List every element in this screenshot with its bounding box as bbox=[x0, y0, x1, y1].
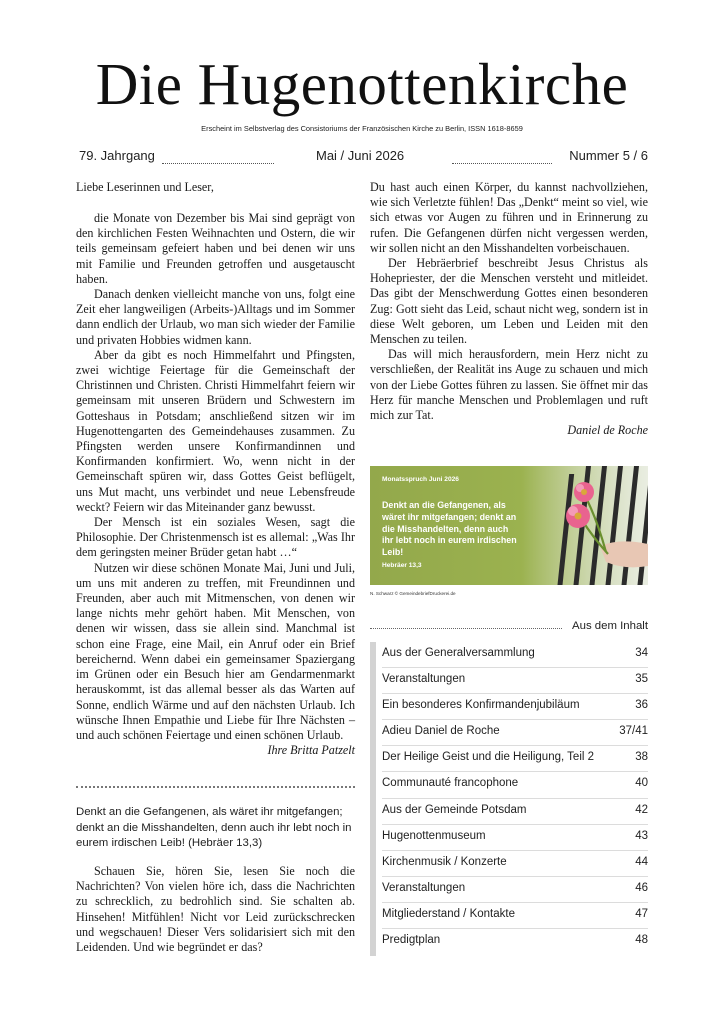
page-title: Die Hugenottenkirche bbox=[95, 51, 629, 117]
toc-item[interactable] bbox=[382, 642, 648, 668]
toc-item-page: 47 bbox=[635, 907, 648, 920]
dotted-divider bbox=[370, 619, 562, 629]
toc-heading: Aus dem Inhalt bbox=[572, 620, 648, 632]
editorial-paragraph: Aber da gibt es noch Himmelfahrt und Pfingsten, zwei wichtige Feiertage für die Gemeinschaft der Christinnen und Christen. Christi Himmelfahrt feiern wir gemeinsam mit unseren Brüdern und Schwestern im Gotteshaus in Potsdam; anschließend sitzen wir im Hugenottengarten des Gemeindehauses zusammen. Zu Pfingsten werden unsere Konfirmandinnen und Konfirmanden konfirmiert. Wo, wenn nicht in der Gemeinschaft spüren wir, dass Gottes Geist beflügelt, uns Mut macht, uns verbindet und neue Lebensfreude weckt? Feiern wir das Miteinander ganz bewusst. bbox=[76, 347, 355, 514]
meditation-paragraph: Der Hebräerbrief beschreibt Jesus Christus als Hohepriester, der die Menschen versteht und mitleidet. Das gibt der Menschwerdung Gottes einen besonderen Zug: Gott sieht das Leid, schaut nicht weg, sondern ist in diese Welt geboren, um Leben und Leiden mit den Menschen zu teilen. bbox=[370, 256, 648, 347]
toc-item[interactable] bbox=[382, 929, 648, 955]
toc-item-page: 44 bbox=[635, 855, 648, 868]
monthly-verse-text: Denkt an die Gefangenen, als wäret ihr mitgefangen; denkt an die Misshandelten, denn auch ihr lebt noch in eurem irdischen Leib! bbox=[382, 500, 517, 558]
meditation-column-right bbox=[370, 180, 648, 438]
toc-item[interactable] bbox=[382, 772, 648, 798]
toc-item-page: 48 bbox=[635, 934, 648, 947]
meditation-signature: Daniel de Roche bbox=[567, 423, 648, 438]
toc-item[interactable] bbox=[382, 694, 648, 720]
meditation-paragraph: Das will mich herausfordern, mein Herz nicht zu verschließen, der Realität ins Auge zu schauen und mich von der Liebe Gottes führen zu lassen. Sie öffnet mir das Herz für manche Menschen und Problemlagen und ruft mich zur Tat. bbox=[370, 347, 648, 423]
toc-item-page: 36 bbox=[635, 699, 648, 712]
toc-item-label: Adieu Daniel de Roche bbox=[382, 725, 500, 738]
toc-item-label: Aus der Generalversammlung bbox=[382, 647, 535, 659]
toc-item-label: Communauté francophone bbox=[382, 777, 519, 790]
editorial-paragraph: die Monate von Dezember bis Mai sind geprägt von den kirchlichen Festen Weihnachten und Ostern, die wir teils gemeinsam gefeiert haben und bei denen wir uns mit Familie und Freunden getroffen und ausgetauscht haben. bbox=[76, 211, 355, 286]
toc-item-page: 40 bbox=[635, 777, 648, 790]
table-of-contents bbox=[382, 642, 648, 955]
issue-date: Mai / Juni 2026 bbox=[316, 148, 405, 163]
toc-item[interactable] bbox=[382, 825, 648, 851]
toc-item-label: Predigtplan bbox=[382, 934, 441, 947]
meditation-paragraph: Du hast auch einen Körper, du kannst nachvollziehen, wie sich Verletzte fühlen! Das „Denkt“ meint so viel, wie sich etwas vor Augen zu führen und in Erinnerung zu rufen. Die Gefangenen dürfen nicht vergessen werden, wir sollen nicht an den Misshandelten vorbeischauen. bbox=[370, 180, 648, 255]
toc-item-label: Hugenottenmuseum bbox=[382, 829, 486, 842]
toc-item-page: 34 bbox=[635, 647, 648, 659]
editorial-paragraph: Der Mensch ist ein soziales Wesen, sagt die Philosophie. Der Christenmensch ist es allemal: „Was Ihr dem geringsten meiner Brüder getan habt …“ bbox=[76, 515, 355, 560]
toc-item[interactable] bbox=[382, 851, 648, 877]
toc-item[interactable] bbox=[382, 720, 648, 746]
dotted-divider bbox=[162, 150, 274, 164]
dotted-divider bbox=[452, 150, 552, 164]
toc-item-label: Der Heilige Geist und die Heiligung, Teil 2 bbox=[382, 751, 595, 764]
toc-item[interactable] bbox=[382, 746, 648, 772]
monthly-verse-heading: Monatsspruch Juni 2026 bbox=[382, 476, 459, 483]
publisher-line: Erscheint im Selbstverlag des Consistoriums der Französischen Kirche zu Berlin, ISSN 1618-8659 bbox=[201, 124, 523, 133]
toc-item[interactable] bbox=[382, 799, 648, 825]
toc-item-label: Ein besonderes Konfirmandenjubiläum bbox=[382, 699, 580, 712]
issue-number: Nummer 5 / 6 bbox=[569, 148, 648, 163]
toc-item[interactable] bbox=[382, 877, 648, 903]
toc-item-page: 38 bbox=[635, 751, 648, 764]
editorial-paragraph: Nutzen wir diese schönen Monate Mai, Juni und Juli, um uns mit anderen zu treffen, mit Freundinnen und Freunden, aber auch mit Mitmenschen, von denen wir lange nichts mehr gehört haben. Mit Menschen, von denen wir wissen, dass sie allein sind. Manchmal ist schon eine Frage, eine Mail, ein Anruf oder ein Brief bereichernd. Wenn dabei ein gemeinsamer Spaziergang im Grünen oder ein Besuch hier am Gendarmenmarkt herauskommt, ist das allemal besser als das Warten auf Sonne, endlich Wärme und auf den nächsten Urlaub. Ich wünsche Ihnen Empathie und Liebe für Ihre Nächsten – und auch schönen Feiertage und einen schönen Urlaub. bbox=[76, 560, 355, 742]
editorial-paragraph: Danach denken vielleicht manche von uns, folgt eine Zeit eher langweiligen (Arbeits-)Alltags und im Sommer dann endlich der Urlaub, wo man sich wieder der Familie und privaten Hobbies widmen kann. bbox=[76, 287, 355, 347]
meditation-paragraph: Schauen Sie, hören Sie, lesen Sie noch die Nachrichten? Von vielen höre ich, dass die Nachrichten zu schrecklich, zu bedrohlich sind. Sie schalten ab. Hinsehen! Mitfühlen! Nicht vor Leid zurückschrecken und wegschauen! Dieser Vers solidarisiert sich mit den Leidenden. Und wie begründet er das? bbox=[76, 864, 355, 955]
toc-item-label: Aus der Gemeinde Potsdam bbox=[382, 803, 527, 816]
section-divider bbox=[76, 786, 355, 788]
toc-item-page: 37/41 bbox=[619, 725, 648, 738]
toc-item-page: 46 bbox=[635, 881, 648, 894]
toc-item-label: Mitgliederstand / Kontakte bbox=[382, 907, 515, 920]
image-credit: N. Schwarz © GemeindebriefDruckerei.de bbox=[370, 591, 456, 596]
toc-item-label: Kirchenmusik / Konzerte bbox=[382, 855, 507, 868]
meditation-column-left bbox=[76, 864, 355, 955]
toc-item-page: 42 bbox=[635, 803, 648, 816]
bible-verse-quote: Denkt an die Gefangenen, als wäret ihr mitgefangen; denkt an die Misshandelten, denn auch ihr lebt noch in eurem irdischen Leib! (Hebräer 13,3) bbox=[76, 806, 352, 849]
editorial-column bbox=[76, 211, 355, 758]
monthly-verse-reference: Hebräer 13,3 bbox=[382, 562, 422, 569]
editorial-greeting: Liebe Leserinnen und Leser, bbox=[76, 180, 214, 194]
toc-item[interactable] bbox=[382, 668, 648, 694]
volume-label: 79. Jahrgang bbox=[79, 148, 155, 163]
toc-item-page: 43 bbox=[635, 829, 648, 842]
editorial-signature: Ihre Britta Patzelt bbox=[267, 743, 355, 758]
toc-item-page: 35 bbox=[635, 673, 648, 686]
toc-item-label: Veranstaltungen bbox=[382, 881, 466, 894]
toc-side-bar bbox=[370, 642, 376, 956]
monthly-verse-image bbox=[370, 466, 648, 585]
toc-item-label: Veranstaltungen bbox=[382, 673, 466, 686]
toc-item[interactable] bbox=[382, 903, 648, 929]
